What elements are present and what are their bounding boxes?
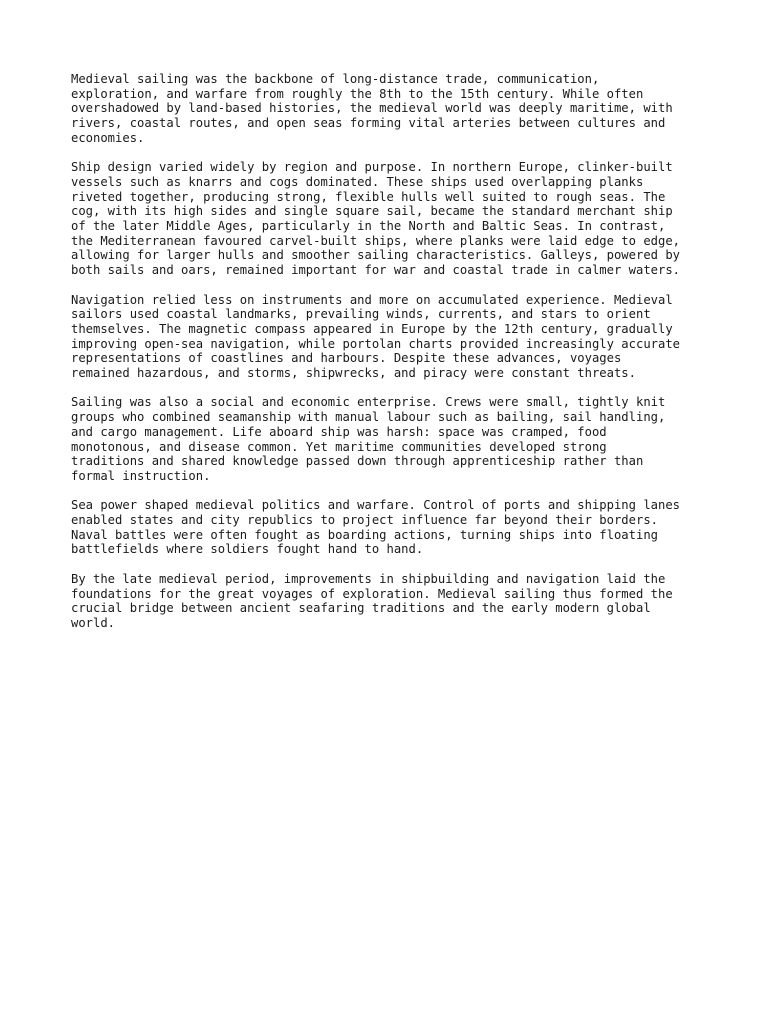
document-page [71,72,711,645]
paragraph-intro: Medieval sailing was the backbone of long-distance trade, communication, exploration, and warfare from roughly the 8th to the 15th century. While often overshadowed by land-based histories, the medieval world was deeply maritime, with rivers, coastal routes, and open seas forming vital arteries between cultures and economies. [71,72,673,145]
paragraph-social-economic: Sailing was also a social and economic enterprise. Crews were small, tightly knit groups who combined seamanship with manual labour such as bailing, sail handling, and cargo management. Life aboard ship was harsh: space was cramped, food monotonous, and disease common. Yet maritime communities developed strong traditions and shared knowledge passed down through apprenticeship rather than formal instruction. [71,395,666,483]
paragraph-conclusion: By the late medieval period, improvements in shipbuilding and navigation laid the foundations for the great voyages of exploration. Medieval sailing thus formed the crucial bridge between ancient seafaring traditions and the early modern global world. [71,571,673,630]
paragraph-sea-power: Sea power shaped medieval politics and warfare. Control of ports and shipping lanes enabled states and city republics to project influence far beyond their borders. Naval battles were often fought as boarding actions, turning ships into floating battlefields where soldiers fought hand to hand. [71,498,681,557]
paragraph-ship-design: Ship design varied widely by region and purpose. In northern Europe, clinker-built vessels such as knarrs and cogs dominated. These ships used overlapping planks riveted together, producing strong, flexible hulls well suited to rough seas. The cog, with its high sides and single square sail, became the standard merchant ship of the later Middle Ages, particularly in the North and Baltic Seas. In contrast, the Mediterranean favoured carvel-built ships, where planks were laid edge to edge, allowing for larger hulls and smoother sailing characteristics. Galleys, powered by both sails and oars, remained important for war and coastal trade in calmer waters. [71,160,681,278]
paragraph-navigation: Navigation relied less on instruments and more on accumulated experience. Medieval sailors used coastal landmarks, prevailing winds, currents, and stars to orient themselves. The magnetic compass appeared in Europe by the 12th century, gradually improving open-sea navigation, while portolan charts provided increasingly accurate representations of coastlines and harbours. Despite these advances, voyages remained hazardous, and storms, shipwrecks, and piracy were constant threats. [71,292,681,381]
